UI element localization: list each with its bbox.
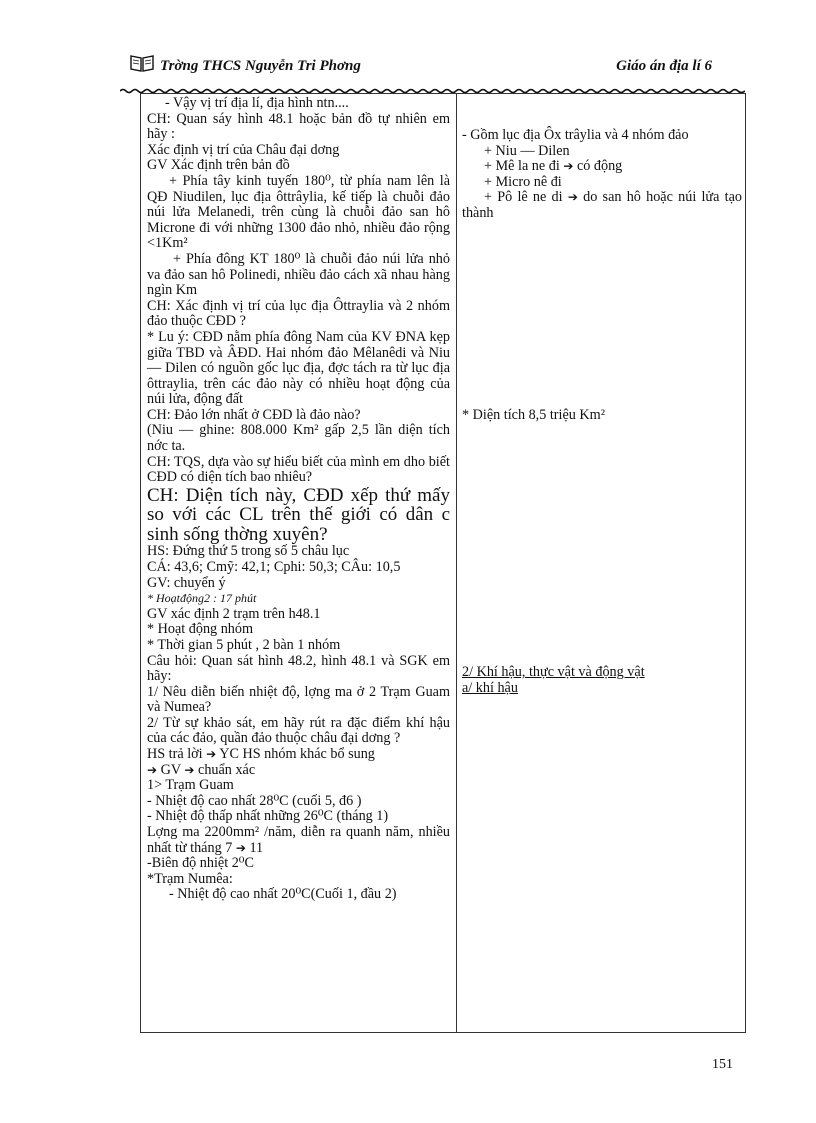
subsection-heading: a/ khí hậu [462, 679, 518, 696]
text-segment: Lợng ma 2200mm² /năm, diễn ra quanh năm, nhiều nhất từ tháng 7 [147, 824, 450, 856]
text-line: CÁ: 43,6; Cmỹ: 42,1; Cphi: 50,3; CÂu: 10,5 [147, 558, 401, 575]
arrow-right-icon: ➔ [235, 840, 246, 855]
arrow-right-icon: ➔ [206, 747, 217, 762]
text-line: - Nhiệt độ cao nhất 28⁰C (cuối 5, đ6 ) [147, 792, 362, 809]
text-line: CH: TQS, dựa vào sự hiểu biết của mình em dho biết CĐD có diện tích bao nhiêu? [147, 453, 450, 486]
text-segment: + Mê la ne đi [484, 158, 560, 175]
arrow-right-icon: ➔ [567, 190, 578, 205]
text-line: * Hoạt động nhóm [147, 621, 254, 638]
teacher-activities-column [147, 96, 450, 903]
table-column-divider [456, 93, 457, 1033]
text-line: 2/ Từ sự khảo sát, em hãy rút ra đặc điểm khí hậu của các đảo, quần đảo thuộc châu đại dơng ? [147, 714, 450, 747]
content-column [462, 96, 742, 696]
text-segment: YC HS nhóm khác bổ sung [219, 746, 375, 763]
text-line: * Diện tích 8,5 triệu Km² [462, 406, 605, 423]
text-line: * Lu ý: CĐD nằm phía đông Nam của KV ĐNA kẹp giữa TBD và ÂĐD. Hai nhóm đảo Mêlanêdi và Niu — Dilen có nguồn gốc lục địa, đợc tách ra từ lục địa ôttraylia, trên các đảo này có nhiều hoạt động của núi lửa, động đất [147, 328, 450, 408]
text-line: Xác định vị trí của Châu đại dơng [147, 141, 340, 158]
text-line: CH: Xác định vị trí của lục địa Ôttraylia và 2 nhóm đảo thuộc CĐD ? [147, 297, 450, 330]
text-segment: GV [160, 761, 181, 778]
subject-title: Giáo án địa lí 6 [616, 58, 712, 74]
school-name: Trờng THCS Nguyễn Tri Phơng [160, 58, 361, 74]
text-line: 1/ Nêu diễn biến nhiệt độ, lợng ma ở 2 Trạm Guam và Numea? [147, 683, 450, 716]
text-line [462, 190, 742, 221]
section-heading: 2/ Khí hậu, thực vật và động vật [462, 664, 645, 681]
text-line: CH: Đảo lớn nhất ở CĐD là đảo nào? [147, 406, 361, 423]
page-number: 151 [712, 1057, 733, 1072]
text-line: - Nhiệt độ cao nhất 20⁰C(Cuối 1, đầu 2) [169, 886, 397, 903]
text-line: - Vậy vị trí địa lí, địa hình ntn.... [165, 95, 349, 111]
text-line: + Phía đông KT 180⁰ là chuỗi đảo núi lửa nhỏ va đảo san hô Polinedi, nhiều đảo cách xã nhau hàng ngìn Km [147, 250, 450, 299]
text-line: GV xác định 2 trạm trên h48.1 [147, 605, 321, 622]
text-line [462, 159, 742, 175]
highlighted-question: CH: Diện tích này, CĐD xếp thứ mấy so với các CL trên thế giới có dân c sinh sống thờng xuyên? [147, 484, 450, 545]
open-book-icon [130, 54, 154, 72]
text-line: - Nhiệt độ thấp nhất những 26⁰C (tháng 1) [147, 808, 389, 825]
text-line: GV: chuyển ý [147, 574, 226, 591]
text-segment: có động [576, 158, 623, 175]
text-line [147, 747, 450, 763]
text-line: GV Xác định trên bản đồ [147, 157, 290, 174]
text-line: *Trạm Numêa: [147, 870, 233, 887]
page-header [130, 52, 742, 80]
arrow-right-icon: ➔ [563, 159, 574, 174]
arrow-right-icon: ➔ [184, 762, 195, 777]
text-line: HS: Đứng thứ 5 trong số 5 châu lục [147, 543, 350, 560]
text-segment: chuẩn xác [198, 761, 256, 778]
text-line: + Phía tây kinh tuyến 180⁰, từ phía nam lên là QĐ Niudilen, lục địa ôttrâylia, kế tiếp là chuỗi đảo núi lửa Melanedi, trên cùng là chuỗi đảo san hô Microne đi với những 1300 đảo nhỏ, nhiều đảo rộng <1Km² [147, 172, 450, 252]
activity-heading: * Hoạtđộng2 : 17 phút [147, 591, 257, 606]
text-line: + Micro nê đi [484, 173, 562, 190]
text-line: Câu hỏi: Quan sát hình 48.2, hình 48.1 và SGK em hãy: [147, 652, 450, 685]
text-line: + Niu — Dilen [484, 142, 570, 159]
text-line [147, 763, 450, 779]
text-segment: + Pô lê ne di [484, 189, 563, 206]
text-line: - Gồm lục địa Ôx trâylia và 4 nhóm đảo [462, 127, 689, 143]
text-segment: 11 [249, 839, 264, 856]
arrow-right-icon: ➔ [147, 762, 158, 777]
text-line: CH: Quan sáy hình 48.1 hoặc bản đồ tự nhiên em hãy : [147, 110, 450, 143]
text-line: * Thời gian 5 phút , 2 bàn 1 nhóm [147, 636, 341, 653]
text-line: 1> Trạm Guam [147, 777, 234, 794]
text-line: -Biên độ nhiệt 2⁰C [147, 855, 254, 872]
text-segment: do san hô hoặc núi lửa tạo thành [462, 189, 742, 221]
text-line: (Niu — ghine: 808.000 Km² gấp 2,5 lần diện tích nớc ta. [147, 422, 450, 455]
text-line [147, 825, 450, 856]
text-segment: HS trả lời [147, 746, 203, 763]
